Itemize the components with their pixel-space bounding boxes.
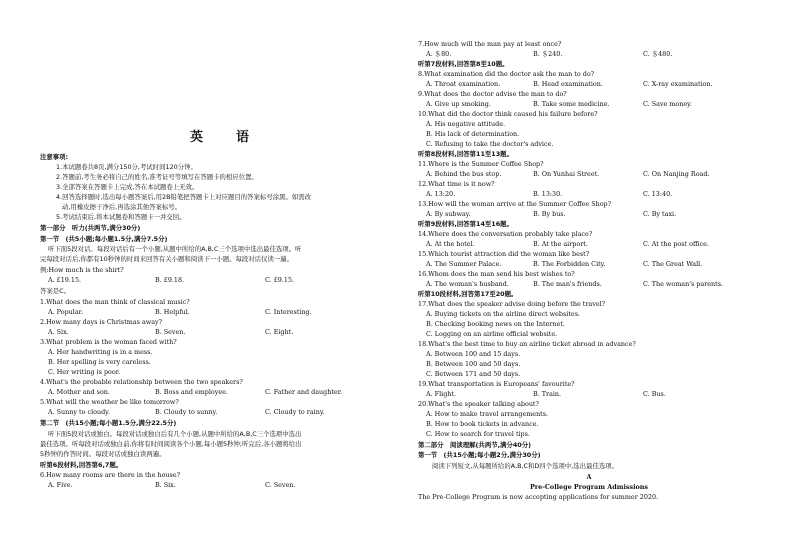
- option-b: B. His lack of determination.: [426, 130, 520, 138]
- notice-heading: 注意事项:: [40, 153, 69, 161]
- option-b: B. The man's friends.: [533, 280, 602, 288]
- option-c: C. Seven.: [265, 481, 296, 489]
- option-b: B. How to book tickets in advance.: [426, 420, 539, 428]
- question-8: 8.What examination did the doctor ask the man to do?: [418, 70, 595, 78]
- option-a: A. Popular.: [48, 308, 84, 316]
- option-c: C. Bus.: [643, 390, 666, 398]
- passage-title: Pre-College Program Admissions: [529, 483, 649, 491]
- question-11: 11.Where is the Summer Coffee Shop?: [418, 160, 544, 168]
- question-19: 19.What transportation is Europeans' favourite?: [418, 380, 575, 388]
- option-c: C. Interesting.: [265, 308, 312, 316]
- option-c: C. Logging on an airline official website.: [426, 330, 558, 338]
- question-3: 3.What problem is the woman faced with?: [40, 338, 177, 346]
- option-c: C. Eight.: [265, 328, 294, 336]
- option-b: B. Checking booking news on the Internet.: [426, 320, 565, 328]
- example-option-c: C. £9.15.: [265, 276, 295, 284]
- section2-directions-1: 听下面5段对话或独白。每段对话或独白后有几个小题,从题中所给的A,B,C三个选项中选出: [48, 430, 302, 438]
- option-c: C. Father and daughter.: [265, 388, 343, 396]
- option-a: A. The Summer Palace.: [426, 260, 502, 268]
- option-c: C. The woman's parents.: [643, 280, 724, 288]
- question-10: 10.What did the doctor think caused his failure before?: [418, 110, 598, 118]
- option-a: A. Flight.: [426, 390, 457, 398]
- option-b: B. Train.: [533, 390, 562, 398]
- question-12: 12.What time is it now?: [418, 180, 495, 188]
- option-c: C. The Great Wall.: [643, 260, 703, 268]
- option-b: B. Helpful.: [155, 308, 190, 316]
- material-7-heading: 听第7段材料,回答第8至10题。: [418, 60, 509, 68]
- option-a: A. Behind the bus stop.: [426, 170, 502, 178]
- question-20: 20.What's the speaker talking about?: [418, 400, 539, 408]
- section1-directions-2: 完每段对话后,你都有10秒钟的时间来回答有关小题和阅读下一小题。每段对话仅读一遍。: [40, 255, 294, 263]
- option-c: C. At the post office.: [643, 240, 709, 248]
- option-a: A. How to make travel arrangements.: [426, 410, 549, 418]
- option-a: A. Throat examination.: [426, 80, 501, 88]
- option-a: A. Her handwriting is in a mess.: [48, 348, 153, 356]
- option-b: B. Her spelling is very careless.: [48, 358, 151, 366]
- notice-4-cont: 动,用橡皮擦干净后,再选涂其他答案标号。: [62, 203, 182, 211]
- material-8-heading: 听第8段材料,回答第11至13题。: [418, 150, 513, 158]
- section1-directions-1: 听下面5段对话。每段对话后有一个小题,从题中所给的A,B,C三个选项中选出最佳选项。听: [48, 245, 302, 253]
- option-b: B. Between 100 and 50 days.: [426, 360, 521, 368]
- question-17: 17.What does the speaker advise doing before the travel?: [418, 300, 606, 308]
- notice-2: 2.答题前,考生务必将自己的姓名,准考证号等填写在答题卡的相应位置。: [56, 173, 258, 181]
- question-18: 18.What's the best time to buy an airline ticket abroad in advance?: [418, 340, 636, 348]
- part2-heading: 第二部分 阅读理解(共两节,满分40分): [418, 441, 532, 449]
- option-c: C. Save money.: [643, 100, 692, 108]
- question-2: 2.How many days is Christmas away?: [40, 318, 163, 326]
- option-c: C. How to search for travel tips.: [426, 430, 530, 438]
- question-1: 1.What does the man think of classical music?: [40, 298, 190, 306]
- section2-heading: 第二节 (共15小题;每小题1.5分,满分22.5分): [40, 419, 177, 427]
- material-9-heading: 听第9段材料,回答第14至16题。: [418, 220, 513, 228]
- option-b: B. 13:30.: [533, 190, 563, 198]
- option-b: B. Seven.: [155, 328, 186, 336]
- option-a: A. Between 100 and 15 days.: [426, 350, 521, 358]
- option-a: A. 13:20.: [426, 190, 456, 198]
- option-b: B. Cloudy to sunny.: [155, 408, 218, 416]
- option-b: B. Head examination.: [533, 80, 603, 88]
- notice-1: 1.本试题卷共8页,满分150分,考试时间120分钟。: [56, 163, 197, 171]
- option-b: B. Boss and employee.: [155, 388, 228, 396]
- option-b: B. At the airport.: [533, 240, 588, 248]
- passage-letter: A: [586, 473, 592, 481]
- option-b: B. On Yunhai Street.: [533, 170, 600, 178]
- option-b: B. By bus.: [533, 210, 566, 218]
- question-14: 14.Where does the conversation probably take place?: [418, 230, 593, 238]
- question-13: 13.How will the woman arrive at the Summer Coffee Shop?: [418, 200, 612, 208]
- notice-3: 3.全部答案在答题卡上完成,答在本试题卷上无效。: [56, 183, 199, 191]
- option-c: C. Between 171 and 50 days.: [426, 370, 521, 378]
- question-4: 4.What's the probable relationship between the two speakers?: [40, 378, 243, 386]
- part2-directions: 阅读下列短文,从每题所给的A,B,C和D四个选项中,选出最佳选项。: [432, 462, 619, 470]
- question-16: 16.Whom does the man send his best wishes to?: [418, 270, 575, 278]
- option-a: A. Give up smoking.: [426, 100, 491, 108]
- notice-5: 5.考试结束后,将本试题卷和答题卡一并交回。: [56, 213, 186, 221]
- question-15: 15.Which tourist attraction did the woman like best?: [418, 250, 590, 258]
- option-a: A. ＄80.: [426, 50, 452, 58]
- option-c: C. By taxi.: [643, 210, 677, 218]
- option-c: C. On Nanjing Road.: [643, 170, 710, 178]
- option-c: C. ＄480.: [643, 50, 673, 58]
- option-a: A. Six.: [48, 328, 69, 336]
- option-a: A. His negative attitude.: [426, 120, 506, 128]
- section1-heading: 第一节 (共5小题;每小题1.5分,满分7.5分): [40, 235, 168, 243]
- option-c: C. 13:40.: [643, 190, 673, 198]
- option-a: A. Buying tickets on the airline direct websites.: [426, 310, 581, 318]
- part1-heading: 第一部分 听力(共两节,满分30分): [40, 224, 141, 232]
- part2-section1-heading: 第一节 (共15小题;每小题2分,满分30分): [418, 451, 541, 459]
- passage-first-line: The Pre-College Program is now accepting applications for summer 2020.: [418, 493, 659, 501]
- page-title: 英 语: [190, 130, 260, 145]
- option-c: C. X-ray examination.: [643, 80, 713, 88]
- example-question: 例:How much is the shirt?: [40, 266, 124, 274]
- option-b: B. The Forbidden City.: [533, 260, 606, 268]
- option-b: B. Take some medicine.: [533, 100, 610, 108]
- option-a: A. The woman's husband.: [426, 280, 509, 288]
- option-b: B. ＄240.: [533, 50, 563, 58]
- section2-directions-2: 最佳选项。听每段对话或独白前,你将有时间阅读各个小题,每小题5秒钟;听完后,各小题将给出: [40, 440, 302, 448]
- question-9: 9.What does the doctor advise the man to do?: [418, 90, 567, 98]
- option-a: A. At the hotel.: [426, 240, 475, 248]
- section2-directions-3: 5秒钟的作答时间。每段对话或独白读两遍。: [40, 450, 166, 458]
- question-5: 5.What will the weather be like tomorrow?: [40, 398, 179, 406]
- option-a: A. Sunny to cloudy.: [48, 408, 110, 416]
- material-10-heading: 听第10段材料,回答第17至20题。: [418, 290, 518, 298]
- material-6-heading: 听第6段材料,回答第6,7题。: [40, 461, 123, 469]
- example-option-a: A. £19.15.: [48, 276, 82, 284]
- question-7: 7.How much will the man pay at least once?: [418, 40, 562, 48]
- option-c: C. Refusing to take the doctor's advice.: [426, 140, 554, 148]
- option-a: A. Five.: [48, 481, 73, 489]
- option-c: C. Her writing is poor.: [48, 368, 121, 376]
- example-answer: 答案是C。: [40, 287, 71, 295]
- question-6: 6.How many rooms are there in the house?: [40, 471, 181, 479]
- option-a: A. Mother and son.: [48, 388, 110, 396]
- option-a: A. By subway.: [426, 210, 471, 218]
- notice-4: 4.回答选择题时,选出每小题答案后,用2B铅笔把答题卡上对应题目的答案标号涂黑。如需改: [56, 193, 312, 201]
- option-b: B. Six.: [155, 481, 176, 489]
- example-option-b: B. £9.18.: [155, 276, 185, 284]
- option-c: C. Cloudy to rainy.: [265, 408, 325, 416]
